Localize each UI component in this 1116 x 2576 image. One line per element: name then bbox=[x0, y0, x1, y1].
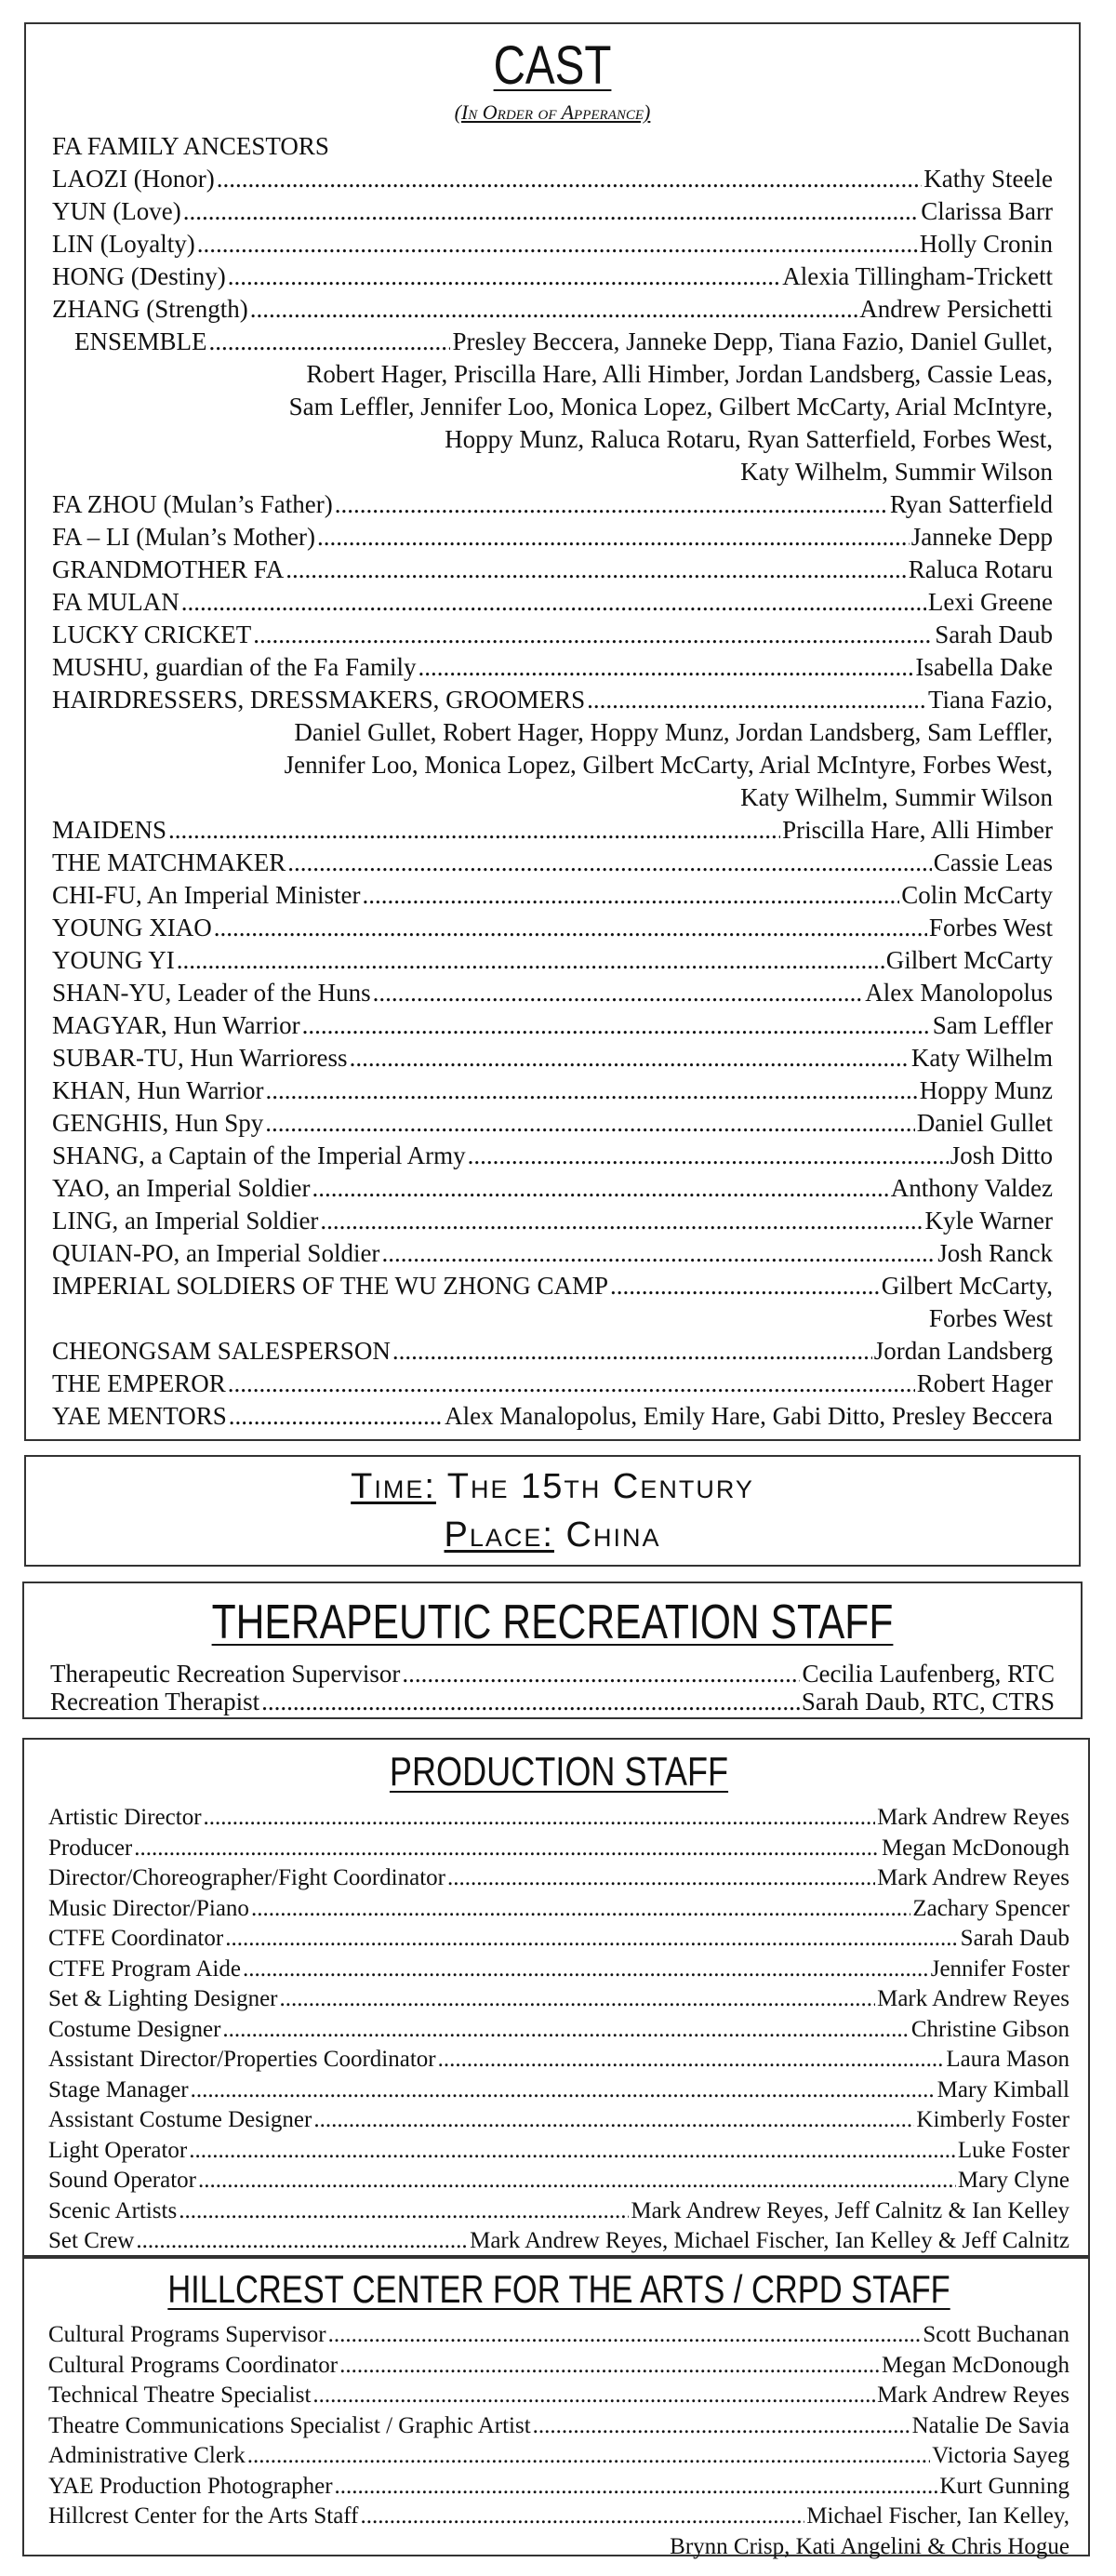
production-section bbox=[22, 1738, 1090, 2257]
dot-leader bbox=[136, 2226, 468, 2257]
dot-leader bbox=[204, 1803, 876, 1834]
cast-row-soldiers bbox=[52, 1270, 1053, 1302]
staff-row bbox=[48, 2136, 1070, 2167]
actor-name: Gilbert McCarty bbox=[885, 946, 1053, 974]
continuation-line: Jennifer Loo, Monica Lopez, Gilbert McCarty, Arial McIntyre, Forbes West, bbox=[284, 751, 1053, 779]
actor-name: Jennifer Foster bbox=[930, 1955, 1070, 1982]
role-name: Assistant Director/Properties Coordinator bbox=[48, 2047, 436, 2072]
dot-leader bbox=[447, 1863, 875, 1894]
cast-row bbox=[52, 260, 1053, 293]
actor-name: Raluca Rotaru bbox=[908, 555, 1053, 583]
staff-row bbox=[48, 2441, 1070, 2472]
actor-name: Forbes West bbox=[928, 914, 1053, 941]
actor-name: Natalie De Savia bbox=[911, 2412, 1070, 2438]
actor-name: Victoria Sayeg bbox=[932, 2443, 1070, 2468]
dot-leader bbox=[418, 651, 913, 684]
dot-leader bbox=[438, 2045, 945, 2075]
staff-row bbox=[48, 2226, 1070, 2257]
actor-name: Alexia Tillingham-Trickett bbox=[782, 262, 1053, 290]
cast-row bbox=[52, 195, 1053, 228]
dot-leader bbox=[312, 2381, 875, 2411]
role-name: LAOZI (Honor) bbox=[52, 165, 215, 193]
role-name: LING, an Imperial Soldier bbox=[52, 1207, 319, 1235]
dot-leader bbox=[261, 1688, 800, 1715]
actor-name: Kimberly Foster bbox=[916, 2107, 1070, 2132]
production-title: PRODUCTION STAFF bbox=[389, 1749, 729, 1795]
cast-subtitle: (In Order of Apperance) bbox=[454, 100, 651, 124]
actor-name: Mark Andrew Reyes bbox=[877, 1986, 1070, 2011]
place-line bbox=[26, 1511, 1079, 1559]
role-name: SHANG, a Captain of the Imperial Army bbox=[52, 1141, 466, 1169]
role-name: Administrative Clerk bbox=[48, 2443, 246, 2468]
role-name: YAE MENTORS bbox=[52, 1402, 227, 1430]
role-name: LUCKY CRICKET bbox=[52, 621, 252, 648]
dot-leader bbox=[177, 944, 884, 977]
role-name: YOUNG YI bbox=[52, 946, 175, 974]
place-value: China bbox=[565, 1515, 661, 1555]
dot-leader bbox=[229, 1400, 443, 1433]
actor-name: Mark Andrew Reyes, Jeff Calnitz & Ian Kelley bbox=[631, 2197, 1070, 2223]
staff-row bbox=[48, 1955, 1070, 1985]
dot-leader bbox=[191, 2075, 936, 2106]
cast-row bbox=[52, 1042, 1053, 1074]
actor-name: Jordan Landsberg bbox=[873, 1337, 1053, 1365]
role-name: Light Operator bbox=[48, 2137, 188, 2163]
staff-row bbox=[50, 1688, 1055, 1715]
dot-leader bbox=[335, 488, 888, 521]
dot-leader bbox=[312, 1172, 888, 1205]
hillcrest-staff-row bbox=[48, 2502, 1070, 2532]
cast-entries-main bbox=[52, 814, 1053, 1270]
actor-name: Christine Gibson bbox=[910, 2016, 1070, 2042]
dot-leader bbox=[302, 1009, 931, 1042]
role-name: CHI-FU, An Imperial Minister bbox=[52, 881, 361, 909]
role-name: Music Director/Piano bbox=[48, 1895, 249, 1921]
cast-row bbox=[52, 521, 1053, 554]
actor-name: Sarah Daub bbox=[960, 1926, 1070, 1951]
role-name: Technical Theatre Specialist bbox=[48, 2382, 312, 2408]
dot-leader bbox=[247, 2441, 930, 2472]
cast-row bbox=[52, 977, 1053, 1009]
actor-name: Ryan Satterfield bbox=[889, 490, 1053, 518]
role-name: THE MATCHMAKER bbox=[52, 848, 286, 876]
actor-name: Clarissa Barr bbox=[921, 197, 1053, 225]
continuation-line: Forbes West bbox=[928, 1304, 1053, 1332]
cast-row bbox=[52, 1074, 1053, 1107]
role-name: CTFE Coordinator bbox=[48, 1926, 224, 1951]
cast-row bbox=[52, 1009, 1053, 1042]
dot-leader bbox=[402, 1660, 800, 1688]
dot-leader bbox=[287, 847, 932, 879]
cast-row bbox=[52, 651, 1053, 684]
actor-name: Presley Beccera, Janneke Depp, Tiana Fazio, Daniel Gullet, bbox=[452, 327, 1053, 355]
continuation-line: Sam Leffler, Jennifer Loo, Monica Lopez, Gilbert McCarty, Arial McIntyre, bbox=[288, 393, 1053, 420]
actor-name: Priscilla Hare, Alli Himber bbox=[782, 816, 1053, 844]
dot-leader bbox=[335, 2472, 938, 2503]
role-name: MAGYAR, Hun Warrior bbox=[52, 1011, 300, 1039]
dot-leader bbox=[313, 2105, 914, 2136]
actor-name: Luke Foster bbox=[957, 2137, 1070, 2163]
dot-leader bbox=[179, 2196, 629, 2227]
cast-row bbox=[52, 1400, 1053, 1433]
dot-leader bbox=[214, 912, 927, 944]
dot-leader bbox=[587, 684, 926, 716]
staff-row bbox=[50, 1660, 1055, 1688]
staff-row bbox=[48, 2320, 1070, 2351]
cast-row bbox=[52, 293, 1053, 326]
actor-name: Kyle Warner bbox=[924, 1207, 1053, 1235]
role-name: Assistant Costume Designer bbox=[48, 2107, 312, 2132]
cast-row bbox=[52, 1140, 1053, 1172]
dot-leader bbox=[222, 2015, 909, 2046]
actor-name: Mary Clyne bbox=[957, 2168, 1070, 2193]
actor-name: Michael Fischer, Ian Kelley, bbox=[806, 2503, 1070, 2529]
soldiers-continuation bbox=[52, 1302, 1053, 1335]
continuation-line: Katy Wilhelm, Summir Wilson bbox=[740, 783, 1053, 811]
dot-leader bbox=[392, 1335, 872, 1368]
dot-leader bbox=[362, 879, 899, 912]
staff-row bbox=[48, 2075, 1070, 2106]
role-name: Hillcrest Center for the Arts Staff bbox=[48, 2503, 359, 2529]
cast-row bbox=[52, 814, 1053, 847]
staff-row bbox=[48, 1984, 1070, 2015]
actor-name: Cecilia Laufenberg, RTC bbox=[802, 1660, 1055, 1688]
time-label: Time: bbox=[351, 1467, 436, 1506]
role-name: Therapeutic Recreation Supervisor bbox=[50, 1660, 401, 1688]
actor-name: Sarah Daub, RTC, CTRS bbox=[801, 1688, 1055, 1715]
role-name: SHAN-YU, Leader of the Huns bbox=[52, 979, 371, 1007]
role-name: ZHANG (Strength) bbox=[52, 295, 248, 323]
role-name: IMPERIAL SOLDIERS OF THE WU ZHONG CAMP bbox=[52, 1272, 609, 1300]
actor-name: Megan McDonough bbox=[881, 1835, 1070, 1861]
staff-row bbox=[48, 2411, 1070, 2442]
dot-leader bbox=[183, 195, 920, 228]
role-name: QUIAN-PO, an Imperial Soldier bbox=[52, 1239, 380, 1267]
staff-row bbox=[48, 1803, 1070, 1834]
cast-row bbox=[52, 1205, 1053, 1237]
actor-name: Megan McDonough bbox=[881, 2352, 1070, 2378]
role-name: Set Crew bbox=[48, 2228, 135, 2253]
staff-row bbox=[48, 1863, 1070, 1894]
role-name: GENGHIS, Hun Spy bbox=[52, 1109, 264, 1137]
dot-leader bbox=[328, 2320, 922, 2351]
cast-title: CAST bbox=[493, 35, 612, 96]
role-name: Cultural Programs Supervisor bbox=[48, 2322, 326, 2347]
dot-leader bbox=[317, 521, 910, 554]
cast-row bbox=[52, 879, 1053, 912]
cast-entries-ancestors bbox=[52, 163, 1053, 326]
actor-name: Mark Andrew Reyes bbox=[877, 1805, 1070, 1830]
dot-leader bbox=[381, 1237, 936, 1270]
dot-leader bbox=[168, 814, 780, 847]
actor-name: Mark Andrew Reyes bbox=[877, 2382, 1070, 2408]
role-name: CHEONGSAM SALESPERSON bbox=[52, 1337, 391, 1365]
dot-leader bbox=[250, 293, 858, 326]
actor-name: Kurt Gunning bbox=[939, 2473, 1070, 2499]
dot-leader bbox=[189, 2136, 956, 2167]
dot-leader bbox=[251, 1894, 910, 1925]
actor-name: Scott Buchanan bbox=[923, 2322, 1070, 2347]
therapeutic-title: THERAPEUTIC RECREATION STAFF bbox=[211, 1595, 894, 1649]
actor-name: Gilbert McCarty, bbox=[881, 1272, 1053, 1300]
cast-row bbox=[52, 912, 1053, 944]
continuation-line: Hoppy Munz, Raluca Rotaru, Ryan Satterfield, Forbes West, bbox=[445, 425, 1053, 453]
role-name: Stage Manager bbox=[48, 2076, 189, 2102]
cast-row bbox=[52, 619, 1053, 651]
role-name: YOUNG XIAO bbox=[52, 914, 212, 941]
actor-name: Colin McCarty bbox=[901, 881, 1053, 909]
role-name: FA – LI (Mulan’s Mother) bbox=[52, 523, 315, 551]
hillcrest-list bbox=[48, 2320, 1070, 2502]
dot-leader bbox=[181, 586, 926, 619]
dot-leader bbox=[320, 1205, 923, 1237]
actor-name: Sam Leffler bbox=[932, 1011, 1053, 1039]
cast-row bbox=[52, 228, 1053, 260]
dot-leader bbox=[228, 260, 781, 293]
dot-leader bbox=[198, 2166, 956, 2196]
dot-leader bbox=[225, 1924, 958, 1955]
cast-section bbox=[24, 22, 1081, 1441]
dot-leader bbox=[266, 1074, 918, 1107]
actor-name: Kathy Steele bbox=[923, 165, 1053, 193]
staff-row bbox=[48, 2015, 1070, 2046]
role-name: Director/Choreographer/Fight Coordinator bbox=[48, 1865, 445, 1890]
role-name: Sound Operator bbox=[48, 2168, 196, 2193]
therapeutic-list bbox=[50, 1660, 1055, 1715]
role-name: HONG (Destiny) bbox=[52, 262, 226, 290]
staff-row bbox=[48, 1834, 1070, 1864]
actor-name: Daniel Gullet bbox=[916, 1109, 1053, 1137]
role-name: Producer bbox=[48, 1835, 133, 1861]
continuation-line: Robert Hager, Priscilla Hare, Alli Himber, Jordan Landsberg, Cassie Leas, bbox=[306, 360, 1053, 388]
dot-leader bbox=[228, 1368, 915, 1400]
dot-leader bbox=[134, 1834, 880, 1864]
actor-name: Isabella Dake bbox=[915, 653, 1053, 681]
actor-name: Alex Manolopolus bbox=[865, 979, 1053, 1007]
role-name: FA ZHOU (Mulan’s Father) bbox=[52, 490, 333, 518]
dot-leader bbox=[253, 619, 933, 651]
cast-row bbox=[52, 1237, 1053, 1270]
cast-row bbox=[52, 1335, 1053, 1368]
continuation-line: Katy Wilhelm, Summir Wilson bbox=[740, 458, 1053, 486]
hillcrest-section bbox=[22, 2257, 1090, 2559]
dot-leader bbox=[209, 326, 451, 358]
dot-leader bbox=[373, 977, 864, 1009]
staff-row bbox=[48, 2351, 1070, 2382]
actor-name: Tiana Fazio, bbox=[928, 686, 1053, 714]
role-name: Artistic Director bbox=[48, 1805, 202, 1830]
cast-row bbox=[52, 1172, 1053, 1205]
cast-row bbox=[52, 586, 1053, 619]
staff-row bbox=[48, 2166, 1070, 2196]
dot-leader bbox=[243, 1955, 929, 1985]
dot-leader bbox=[339, 2351, 880, 2382]
continuation-line: Brynn Crisp, Kati Angelini & Chris Hogue bbox=[670, 2533, 1070, 2559]
role-name: THE EMPEROR bbox=[52, 1369, 226, 1397]
actor-name: Josh Ranck bbox=[937, 1239, 1053, 1267]
role-name: ENSEMBLE bbox=[74, 327, 207, 355]
role-name: SUBAR-TU, Hun Warrioress bbox=[52, 1044, 348, 1072]
actor-name: Andrew Persichetti bbox=[859, 295, 1053, 323]
ensemble-continuation bbox=[52, 358, 1053, 488]
dot-leader bbox=[280, 1984, 876, 2015]
therapeutic-section bbox=[22, 1582, 1083, 1719]
production-list bbox=[48, 1803, 1070, 2257]
cast-row bbox=[52, 1107, 1053, 1140]
group-heading: FA FAMILY ANCESTORS bbox=[52, 132, 329, 160]
actor-name: Anthony Valdez bbox=[890, 1174, 1053, 1202]
dot-leader bbox=[350, 1042, 910, 1074]
role-name: MUSHU, guardian of the Fa Family bbox=[52, 653, 417, 681]
actor-name: Janneke Depp bbox=[910, 523, 1053, 551]
role-name: Theatre Communications Specialist / Graphic Artist bbox=[48, 2412, 531, 2438]
dot-leader bbox=[360, 2502, 804, 2532]
staff-row bbox=[48, 2045, 1070, 2075]
actor-name: Cassie Leas bbox=[933, 848, 1053, 876]
actor-name: Katy Wilhelm bbox=[910, 1044, 1053, 1072]
role-name: Cultural Programs Coordinator bbox=[48, 2352, 339, 2378]
role-name: FA MULAN bbox=[52, 588, 179, 616]
staff-row bbox=[48, 2381, 1070, 2411]
actor-name: Mark Andrew Reyes bbox=[877, 1865, 1070, 1890]
actor-name: Mary Kimball bbox=[937, 2076, 1070, 2102]
setting-section bbox=[24, 1455, 1081, 1567]
cast-entries-final bbox=[52, 1335, 1053, 1433]
role-name: CTFE Program Aide bbox=[48, 1955, 241, 1982]
cast-list bbox=[52, 130, 1053, 1433]
dot-leader bbox=[197, 228, 918, 260]
hillcrest-staff-continuation bbox=[48, 2532, 1070, 2563]
time-value: The 15th Century bbox=[446, 1467, 754, 1506]
actor-name: Hoppy Munz bbox=[919, 1076, 1053, 1104]
role-name: GRANDMOTHER FA bbox=[52, 555, 285, 583]
cast-row-ensemble bbox=[52, 326, 1053, 358]
staff-row bbox=[48, 2196, 1070, 2227]
cast-row bbox=[52, 847, 1053, 879]
dot-leader bbox=[265, 1107, 915, 1140]
role-name: YUN (Love) bbox=[52, 197, 181, 225]
role-name: MAIDENS bbox=[52, 816, 167, 844]
dot-leader bbox=[286, 554, 907, 586]
cast-row bbox=[52, 554, 1053, 586]
time-line bbox=[26, 1462, 1079, 1511]
continuation-line: Daniel Gullet, Robert Hager, Hoppy Munz, Jordan Landsberg, Sam Leffler, bbox=[294, 718, 1053, 746]
cast-row bbox=[52, 488, 1053, 521]
cast-entries-family bbox=[52, 488, 1053, 684]
actor-name: Robert Hager bbox=[916, 1369, 1053, 1397]
staff-row bbox=[48, 1924, 1070, 1955]
role-name: Scenic Artists bbox=[48, 2197, 178, 2223]
cast-row-hairdressers bbox=[52, 684, 1053, 716]
role-name: HAIRDRESSERS, DRESSMAKERS, GROOMERS bbox=[52, 686, 586, 714]
role-name: LIN (Loyalty) bbox=[52, 230, 195, 258]
actor-name: Lexi Greene bbox=[927, 588, 1053, 616]
role-name: Costume Designer bbox=[48, 2016, 221, 2042]
role-name: YAO, an Imperial Soldier bbox=[52, 1174, 311, 1202]
cast-row bbox=[52, 1368, 1053, 1400]
cast-row bbox=[52, 163, 1053, 195]
role-name: Recreation Therapist bbox=[50, 1688, 260, 1715]
staff-row bbox=[48, 2105, 1070, 2136]
dot-leader bbox=[217, 163, 923, 195]
actor-name: Mark Andrew Reyes, Michael Fischer, Ian Kelley & Jeff Calnitz bbox=[470, 2228, 1070, 2253]
place-label: Place: bbox=[444, 1515, 554, 1555]
hairdressers-continuation bbox=[52, 716, 1053, 814]
hillcrest-title: HILLCREST CENTER FOR THE ARTS / CRPD STAFF bbox=[167, 2267, 950, 2311]
actor-name: Josh Ditto bbox=[950, 1141, 1053, 1169]
actor-name: Alex Manalopolus, Emily Hare, Gabi Ditto, Presley Beccera bbox=[445, 1402, 1053, 1430]
role-name: Set & Lighting Designer bbox=[48, 1986, 278, 2011]
role-name: YAE Production Photographer bbox=[48, 2473, 333, 2499]
actor-name: Holly Cronin bbox=[919, 230, 1053, 258]
dot-leader bbox=[533, 2411, 910, 2442]
role-name: KHAN, Hun Warrior bbox=[52, 1076, 264, 1104]
actor-name: Zachary Spencer bbox=[912, 1895, 1070, 1921]
actor-name: Laura Mason bbox=[946, 2047, 1070, 2072]
staff-row bbox=[48, 2472, 1070, 2503]
dot-leader bbox=[610, 1270, 880, 1302]
staff-row bbox=[48, 1894, 1070, 1925]
dot-leader bbox=[468, 1140, 949, 1172]
cast-row bbox=[52, 944, 1053, 977]
actor-name: Sarah Daub bbox=[935, 621, 1053, 648]
